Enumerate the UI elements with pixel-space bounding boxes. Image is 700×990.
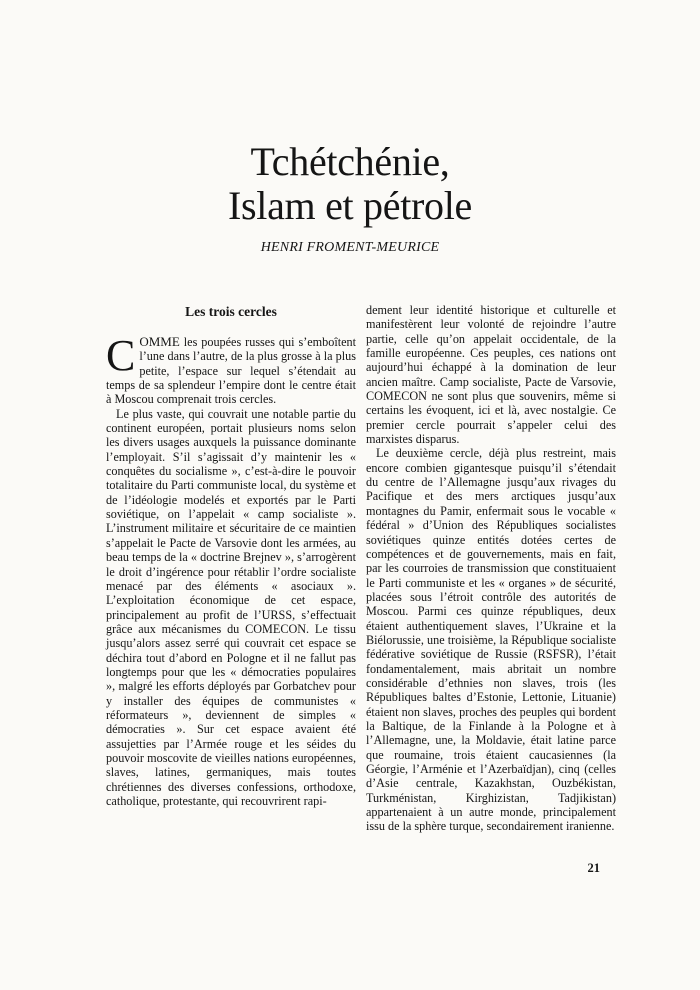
article-title: [0, 140, 700, 228]
paragraph-1-text: les poupées russes qui s’emboîtent l’une dans l’autre, de la plus grosse à la plus petite, l’espace sur lequel s’étendait au temps de sa splendeur l’empire dont le centre était à Moscou comprenait trois cercles.: [106, 335, 356, 407]
title-line-2: Islam et pétrole: [228, 183, 472, 228]
text-column-right: [366, 303, 616, 834]
text-column-left: [106, 304, 356, 808]
title-line-1: Tchétchénie,: [250, 139, 450, 184]
author-name: HENRI FROMENT-MEURICE: [260, 240, 440, 255]
paragraph-2: Le plus vaste, qui couvrait une notable partie du continent européen, portait plusieurs noms selon les divers usages auxquels la puissance dominante l’employait. S’il s’agissait d’y maintenir les « conquêtes du socialisme », c’est-à-dire le pouvoir totalitaire du Parti communiste local, du système et de l’idéologie modelés et exportés par le Parti soviétique, on l’appelait « camp socialiste ». L’instrument militaire et sécuritaire de ce maintien s’appelait le Pacte de Varsovie dont les armées, au beau temps de la « doctrine Brejnev », s’arrogèrent le droit d’ingérence pour rétablir l’ordre socialiste menacé par des éléments « asociaux ». L’exploitation économique de cet espace, principalement au profit de l’URSS, s’effectuait grâce aux mécanismes du COMECON. Le tissu jusqu’alors assez serré qui couvrait cet espace se déchira tout d’abord en Pologne et il ne fallut pas longtemps pour que les « démocraties populaires », malgré les efforts déployés par Gorbatchev pour y installer des équipes de communistes « réformateurs », deviennent de simples « démocraties ». Sur cet espace avaient été assujetties par l’Armée rouge et les séides du pouvoir moscovite de vieilles nations européennes, slaves, latines, germaniques, mais toutes chrétiennes des diverses confessions, orthodoxe, catholique, protestante, qui recouvrirent rapi-: [106, 406, 356, 808]
lead-small-caps: OMME: [139, 334, 180, 349]
paragraph-3: dement leur identité historique et culturelle et manifestèrent leur volonté de rejoindre l’autre partie, celle qu’on appelait occidentale, de la famille européenne. Ces peuples, ces nations ont aujourd’hui échappé à la domination de leur ancien maître. Camp socialiste, Pacte de Varsovie, COMECON ne sont plus que souvenirs, même si certains les évoquent, ici et là, avec nostalgie. Ce premier cercle pourrait s’appeler celui des marxistes disparus.: [366, 303, 616, 447]
paragraph-1: [106, 331, 356, 407]
drop-cap: C: [106, 331, 136, 380]
section-heading: Les trois cercles: [185, 304, 277, 319]
page-number: 21: [587, 861, 600, 875]
paragraph-4: Le deuxième cercle, déjà plus restreint, mais encore combien gigantesque puisqu’il s’étendait du centre de l’Allemagne jusqu’aux rivages du Pacifique et des mers arctiques jusqu’aux montagnes du Pamir, enfermait sous le vocable « fédéral » d’Union des Républiques socialistes soviétiques quinze entités dotées certes de compétences et de gouvernements, mais en fait, par les courroies de transmission que constituaient le Parti communiste et les « organes » de sécurité, placées sous l’étroit contrôle des autorités de Moscou. Parmi ces quinze républiques, deux étaient authentiquement slaves, l’Ukraine et la Biélorussie, une troisième, la République socialiste fédérative soviétique de Russie (RSFSR), l’était fondamentalement, mais abritait un nombre considérable d’ethnies non slaves, trois (les Républiques baltes d’Estonie, Lettonie, Lituanie) étaient non slaves, proches des peuples qui bordent la Baltique, de la Finlande à la Pologne et à l’Allemagne, une, la Moldavie, était latine parce que roumaine, trois étaient caucasiennes (la Géorgie, l’Arménie et l’Azerbaïdjan), cinq (celles d’Asie centrale, Kazakhstan, Ouzbékistan, Turkménistan, Kirghizistan, Tadjikistan) appartenaient à un autre monde, principalement issu de la sphère turque, secondairement iranienne.: [366, 446, 616, 834]
